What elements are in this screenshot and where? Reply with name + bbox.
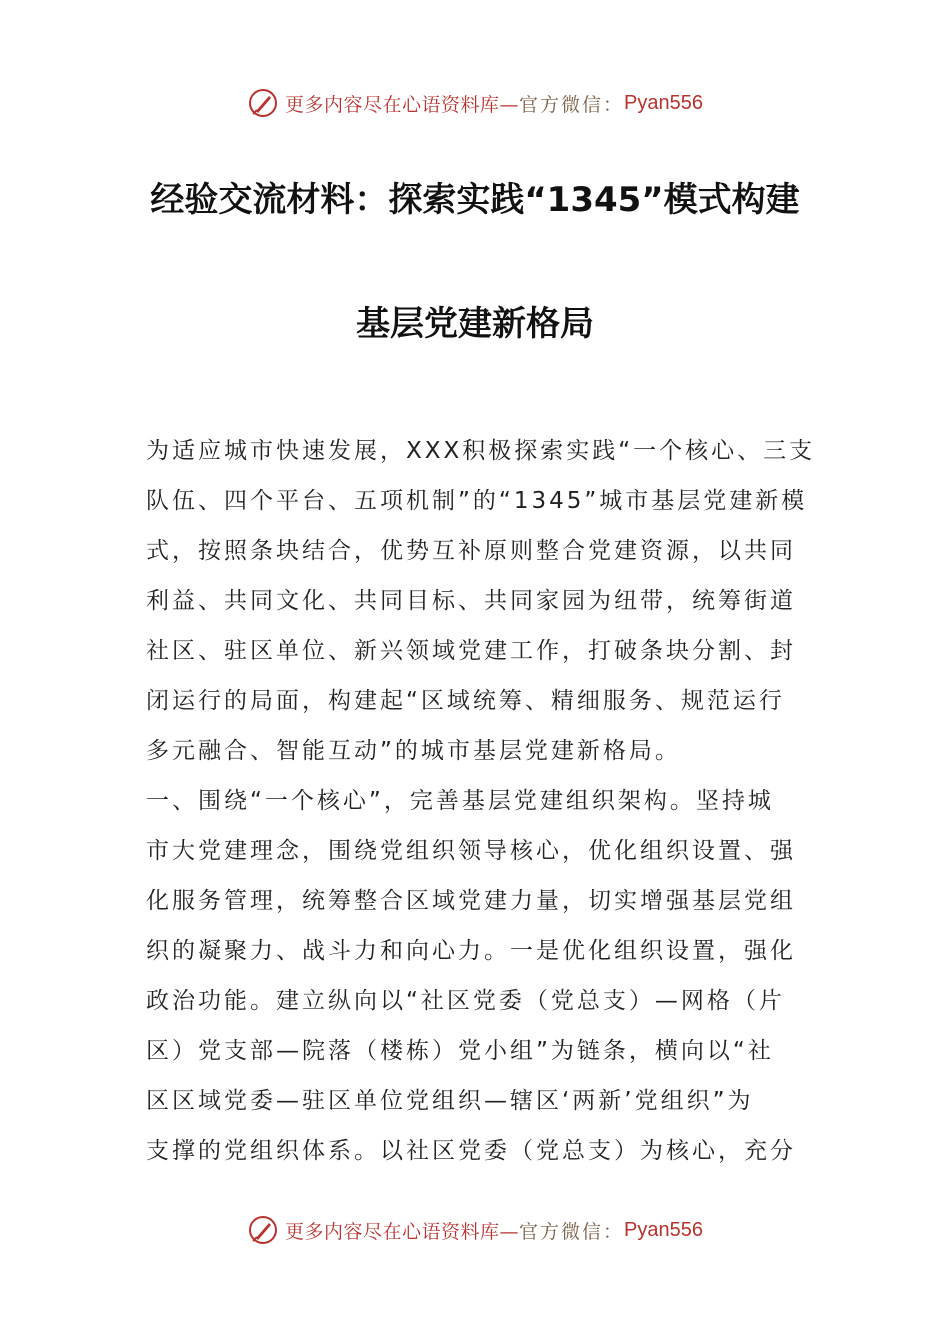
body-line: 一、围绕“一个核心”，完善基层党建组织架构。坚持城 [146, 788, 774, 814]
watermark-wechat-label: 官方微信： [519, 93, 625, 116]
quill-logo-icon [247, 87, 279, 119]
watermark-wechat-label: 官方微信： [519, 1220, 625, 1243]
body-line: 化服务管理，统筹整合区域党建力量，切实增强基层党组 [146, 888, 796, 914]
header-watermark [0, 81, 950, 125]
body-line: 市大党建理念，围绕党组织领导核心，优化组织设置、强 [146, 838, 796, 864]
body-line: 多元融合、智能互动”的城市基层党建新格局。 [146, 738, 681, 764]
footer-watermark [0, 1208, 950, 1252]
document-title-line-2: 基层党建新格局 [356, 304, 594, 344]
watermark-wechat-id: Pyan556 [624, 1218, 703, 1241]
body-line: 式，按照条块结合，优势互补原则整合党建资源，以共同 [146, 538, 796, 564]
body-line: 为适应城市快速发展，XXX积极探索实践“一个核心、三支 [146, 438, 816, 464]
body-line: 政治功能。建立纵向以“社区党委（党总支）—网格（片 [146, 988, 785, 1014]
body-line: 区区域党委—驻区单位党组织—辖区‘两新’党组织”为 [146, 1088, 754, 1114]
watermark-wechat-id: Pyan556 [624, 91, 703, 114]
quill-logo-icon [247, 1214, 279, 1246]
body-line: 队伍、四个平台、五项机制”的“1345”城市基层党建新模 [146, 488, 808, 514]
document-title-line-1: 经验交流材料：探索实践“1345”模式构建 [150, 180, 800, 220]
body-line: 利益、共同文化、共同目标、共同家园为纽带，统筹街道 [146, 588, 796, 614]
body-line: 支撑的党组织体系。以社区党委（党总支）为核心，充分 [146, 1138, 796, 1164]
body-line: 社区、驻区单位、新兴领域党建工作，打破条块分割、封 [146, 638, 796, 664]
body-line: 织的凝聚力、战斗力和向心力。一是优化组织设置，强化 [146, 938, 796, 964]
watermark-text: 更多内容尽在心语资料库— [285, 1220, 520, 1243]
body-line: 区）党支部—院落（楼栋）党小组”为链条，横向以“社 [146, 1038, 774, 1064]
document-body [146, 426, 816, 1176]
watermark-text: 更多内容尽在心语资料库— [285, 93, 520, 116]
body-line: 闭运行的局面，构建起“区域统筹、精细服务、规范运行 [146, 688, 785, 714]
